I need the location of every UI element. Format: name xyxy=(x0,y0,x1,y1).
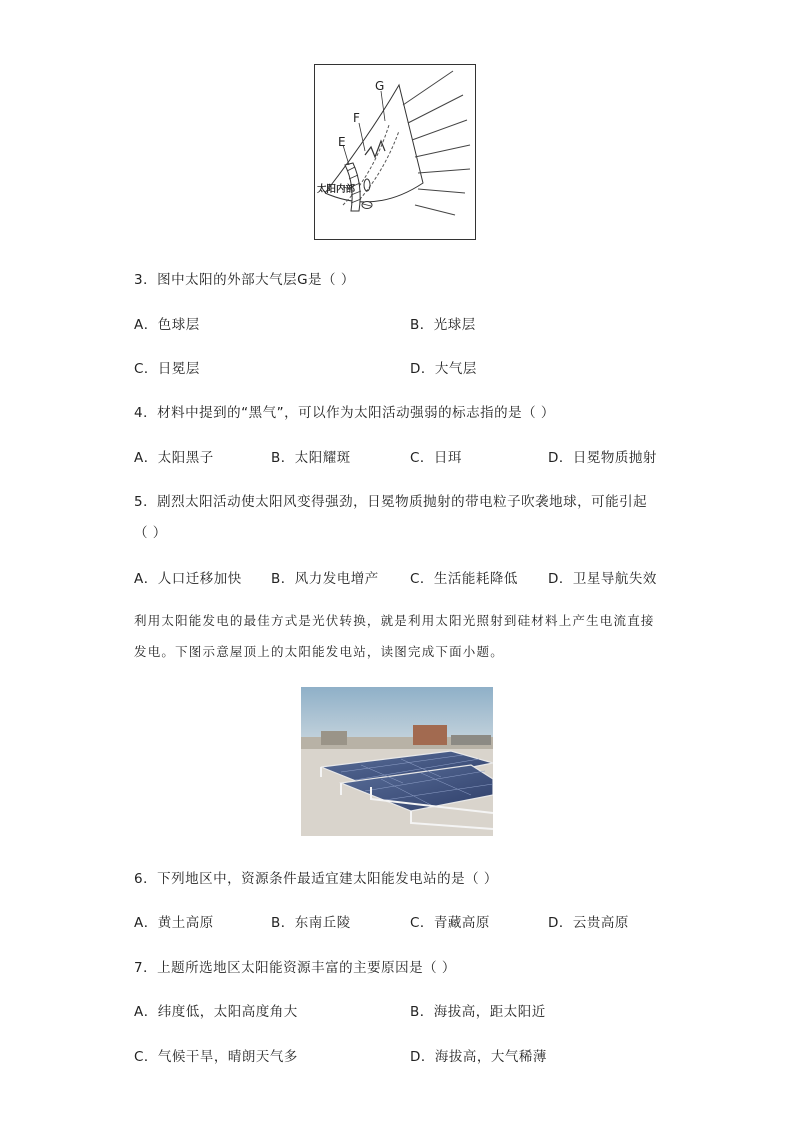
q3-option-a[interactable]: A．色球层 xyxy=(134,317,200,333)
q5-option-c[interactable]: C．生活能耗降低 xyxy=(410,571,518,587)
label-f: F xyxy=(353,111,360,125)
q4-option-c[interactable]: C．日珥 xyxy=(410,450,462,466)
question-6-stem: 6．下列地区中，资源条件最适宜建太阳能发电站的是（ ） xyxy=(134,871,498,887)
q4-option-d[interactable]: D．日冕物质抛射 xyxy=(548,450,657,466)
q7-option-d[interactable]: D．海拔高，大气稀薄 xyxy=(410,1049,547,1065)
q5-option-d[interactable]: D．卫星导航失效 xyxy=(548,571,657,587)
q7-option-c[interactable]: C．气候干旱，晴朗天气多 xyxy=(134,1049,298,1065)
solar-station-image xyxy=(301,687,493,836)
q3-option-d[interactable]: D．大气层 xyxy=(410,361,477,377)
question-5-stem-cont: （ ） xyxy=(134,525,167,541)
question-5-stem: 5．剧烈太阳活动使太阳风变得强劲，日冕物质抛射的带电粒子吹袭地球，可能引起 xyxy=(134,494,648,510)
material-line-1: 利用太阳能发电的最佳方式是光伏转换，就是利用太阳光照射到硅材料上产生电流直接 xyxy=(134,613,655,628)
q6-option-b[interactable]: B．东南丘陵 xyxy=(271,915,351,931)
label-sun-interior: 太阳内部 xyxy=(317,184,356,195)
q5-option-b[interactable]: B．风力发电增产 xyxy=(271,571,379,587)
q4-option-a[interactable]: A．太阳黑子 xyxy=(134,450,214,466)
question-4-stem: 4．材料中提到的“黑气”，可以作为太阳活动强弱的标志指的是（ ） xyxy=(134,405,555,421)
label-e: E xyxy=(338,135,346,149)
solar-station-photo xyxy=(301,687,493,836)
q4-option-b[interactable]: B．太阳耀斑 xyxy=(271,450,351,466)
q6-option-a[interactable]: A．黄土高原 xyxy=(134,915,214,931)
label-g: G xyxy=(375,79,385,93)
q7-option-a[interactable]: A．纬度低，太阳高度角大 xyxy=(134,1004,298,1020)
question-3-stem: 3．图中太阳的外部大气层G是（ ） xyxy=(134,272,355,288)
sun-structure-figure xyxy=(315,65,475,239)
q7-option-b[interactable]: B．海拔高，距太阳近 xyxy=(410,1004,546,1020)
q6-option-c[interactable]: C．青藏高原 xyxy=(410,915,490,931)
question-7-stem: 7．上题所选地区太阳能资源丰富的主要原因是（ ） xyxy=(134,960,456,976)
q3-option-c[interactable]: C．日冕层 xyxy=(134,361,200,377)
q6-option-d[interactable]: D．云贵高原 xyxy=(548,915,629,931)
material-line-2: 发电。下图示意屋顶上的太阳能发电站，读图完成下面小题。 xyxy=(134,644,504,659)
sun-structure-diagram xyxy=(314,64,476,240)
q3-option-b[interactable]: B．光球层 xyxy=(410,317,476,333)
sunspot-mark xyxy=(364,179,370,191)
q5-option-a[interactable]: A．人口迁移加快 xyxy=(134,571,242,587)
prominence-mark xyxy=(365,141,385,157)
